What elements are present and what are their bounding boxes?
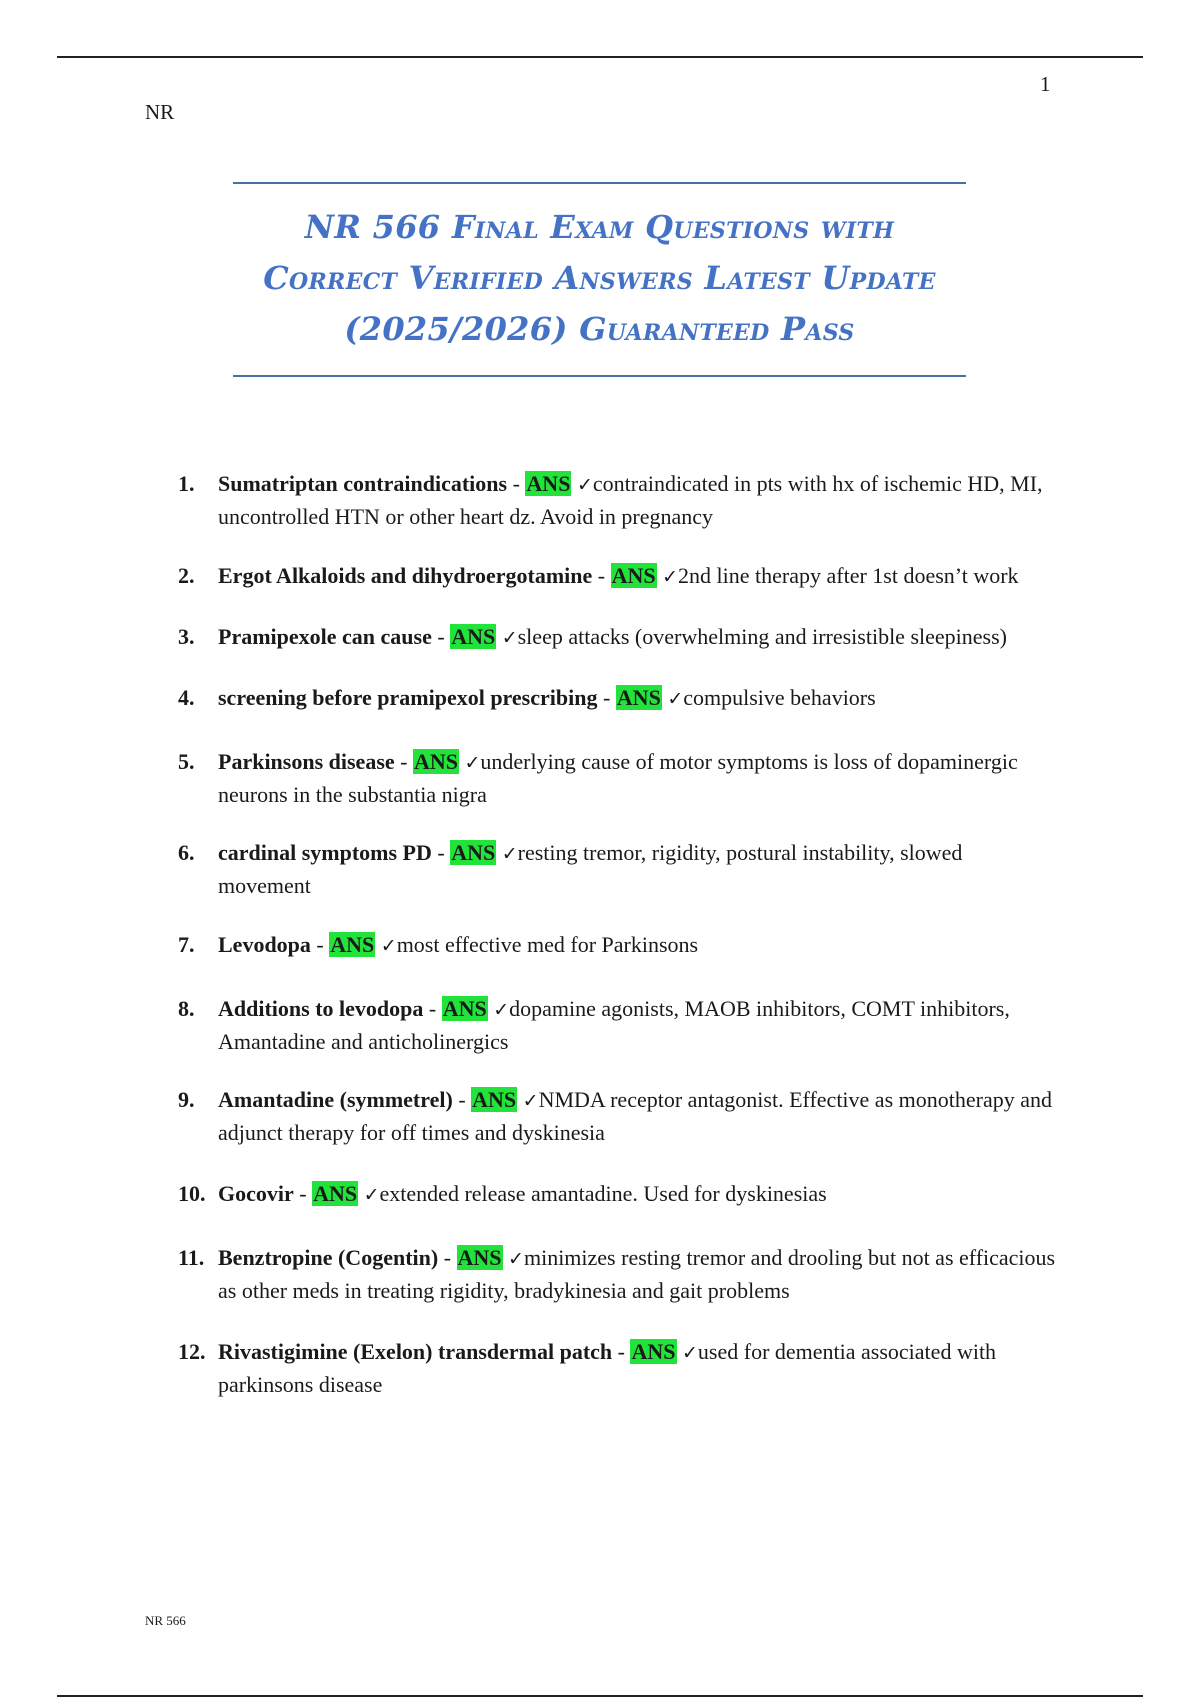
question-text: Rivastigimine (Exelon) transdermal patch [218,1339,613,1364]
question-text: Benztropine (Cogentin) [218,1245,439,1270]
answer-marker: ANS [472,1087,517,1112]
question-text: Additions to levodopa [218,996,424,1021]
answer-text: compulsive behaviors [683,685,876,710]
answer-text: dopamine agonists, MAOB inhibitors, COMT inhibitors, Amantadine and anticholinergics [218,996,1010,1054]
question-text: cardinal symptoms PD [218,840,432,865]
list-item: 6. cardinal symptoms PD - ANS ✓resting tremor, rigidity, postural instability, slowed movement [178,837,1058,901]
answer-text: used for dementia associated with parkinsons disease [218,1339,997,1397]
item-number: 6. [178,840,195,865]
page-number: 1 [1040,72,1051,96]
item-number: 7. [178,932,195,957]
title-line-3: (2025/2026) Guaranteed Pass [344,310,855,348]
list-item: 9. Amantadine (symmetrel) - ANS ✓NMDA receptor antagonist. Effective as monotherapy and adjunct therapy for off times and dyskinesia [178,1084,1058,1148]
checkmark-icon: ✓ [501,843,518,865]
header-label: NR [145,100,175,124]
answer-marker: ANS [457,1245,502,1270]
question-text: Gocovir [218,1181,294,1206]
answer-marker: ANS [442,996,487,1021]
list-item: 11. Benztropine (Cogentin) - ANS ✓minimizes resting tremor and drooling but not as efficacious as other meds in treating rigidity, bradykinesia and gait problems [178,1242,1058,1306]
checkmark-icon: ✓ [508,1248,524,1270]
item-number: 2. [178,563,195,588]
answer-text: resting tremor, rigidity, postural instability, slowed movement [218,840,963,898]
list-item: 8. Additions to levodopa - ANS ✓dopamine agonists, MAOB inhibitors, COMT inhibitors, Amantadine and anticholinergics [178,993,1058,1057]
list-item: 7. Levodopa - ANS ✓most effective med for Parkinsons [178,929,1058,962]
list-item: 12. Rivastigimine (Exelon) transdermal patch - ANS ✓used for dementia associated with parkinsons disease [178,1336,1058,1400]
question-list [178,468,1058,1400]
question-text: Parkinsons disease [218,749,395,774]
item-number: 8. [178,996,195,1021]
answer-marker: ANS [611,563,656,588]
checkmark-icon: ✓ [464,752,481,774]
answer-text: underlying cause of motor symptoms is loss of dopaminergic neurons in the substantia nigra [218,749,1018,807]
title-line-1: NR 566 Final Exam Questions with [304,208,895,246]
checkmark-icon: ✓ [522,1090,539,1112]
answer-text: sleep attacks (overwhelming and irresistible sleepiness) [517,624,1007,649]
list-item: 10. Gocovir - ANS ✓extended release amantadine. Used for dyskinesias [178,1178,1058,1211]
answer-marker: ANS [451,624,496,649]
checkmark-icon: ✓ [576,474,593,496]
title-line-2: Correct Verified Answers Latest Update [263,259,936,297]
list-item: 2. Ergot Alkaloids and dihydroergotamine - ANS ✓2nd line therapy after 1st doesn’t work [178,560,1058,593]
bottom-rule [57,1695,1143,1697]
item-number: 5. [178,749,195,774]
item-number: 4. [178,685,195,710]
checkmark-icon: ✓ [493,999,510,1021]
document-title [233,182,966,377]
answer-marker: ANS [413,749,458,774]
item-number: 9. [178,1087,195,1112]
list-item: 4. screening before pramipexol prescribing - ANS ✓compulsive behaviors [178,682,1058,715]
item-number: 10. [178,1181,206,1206]
question-text: Amantadine (symmetrel) [218,1087,453,1112]
answer-marker: ANS [330,932,375,957]
checkmark-icon: ✓ [682,1342,698,1364]
answer-marker: ANS [526,471,571,496]
answer-marker: ANS [616,685,661,710]
item-number: 12. [178,1339,206,1364]
item-number: 3. [178,624,195,649]
checkmark-icon: ✓ [662,566,679,588]
question-text: Pramipexole can cause [218,624,432,649]
answer-marker: ANS [313,1181,358,1206]
answer-text: minimizes resting tremor and drooling but not as efficacious as other meds in treating rigidity, bradykinesia and gait problems [218,1245,1056,1303]
checkmark-icon: ✓ [501,627,518,649]
question-text: Ergot Alkaloids and dihydroergotamine [218,563,593,588]
top-rule [57,56,1143,58]
list-item: 1. Sumatriptan contraindications - ANS ✓contraindicated in pts with hx of ischemic HD, MI, uncontrolled HTN or other heart dz. Avoid in pregnancy [178,468,1058,532]
answer-text: most effective med for Parkinsons [396,932,699,957]
question-text: Levodopa [218,932,311,957]
answer-text: contraindicated in pts with hx of ischemic HD, MI, uncontrolled HTN or other heart dz. Avoid in pregnancy [218,471,1043,529]
item-number: 1. [178,471,195,496]
checkmark-icon: ✓ [363,1184,380,1206]
checkmark-icon: ✓ [667,688,684,710]
answer-marker: ANS [631,1339,676,1364]
answer-text: NMDA receptor antagonist. Effective as monotherapy and adjunct therapy for off times and dyskinesia [218,1087,1052,1145]
question-text: screening before pramipexol prescribing [218,685,598,710]
answer-text: extended release amantadine. Used for dyskinesias [379,1181,827,1206]
list-item: 3. Pramipexole can cause - ANS ✓sleep attacks (overwhelming and irresistible sleepiness) [178,621,1058,654]
question-text: Sumatriptan contraindications [218,471,508,496]
item-number: 11. [178,1245,205,1270]
checkmark-icon: ✓ [380,935,397,957]
answer-text: 2nd line therapy after 1st doesn’t work [678,563,1019,588]
answer-marker: ANS [451,840,496,865]
footer-label: NR 566 [145,1613,186,1628]
list-item: 5. Parkinsons disease - ANS ✓underlying cause of motor symptoms is loss of dopaminergic neurons in the substantia nigra [178,746,1058,810]
